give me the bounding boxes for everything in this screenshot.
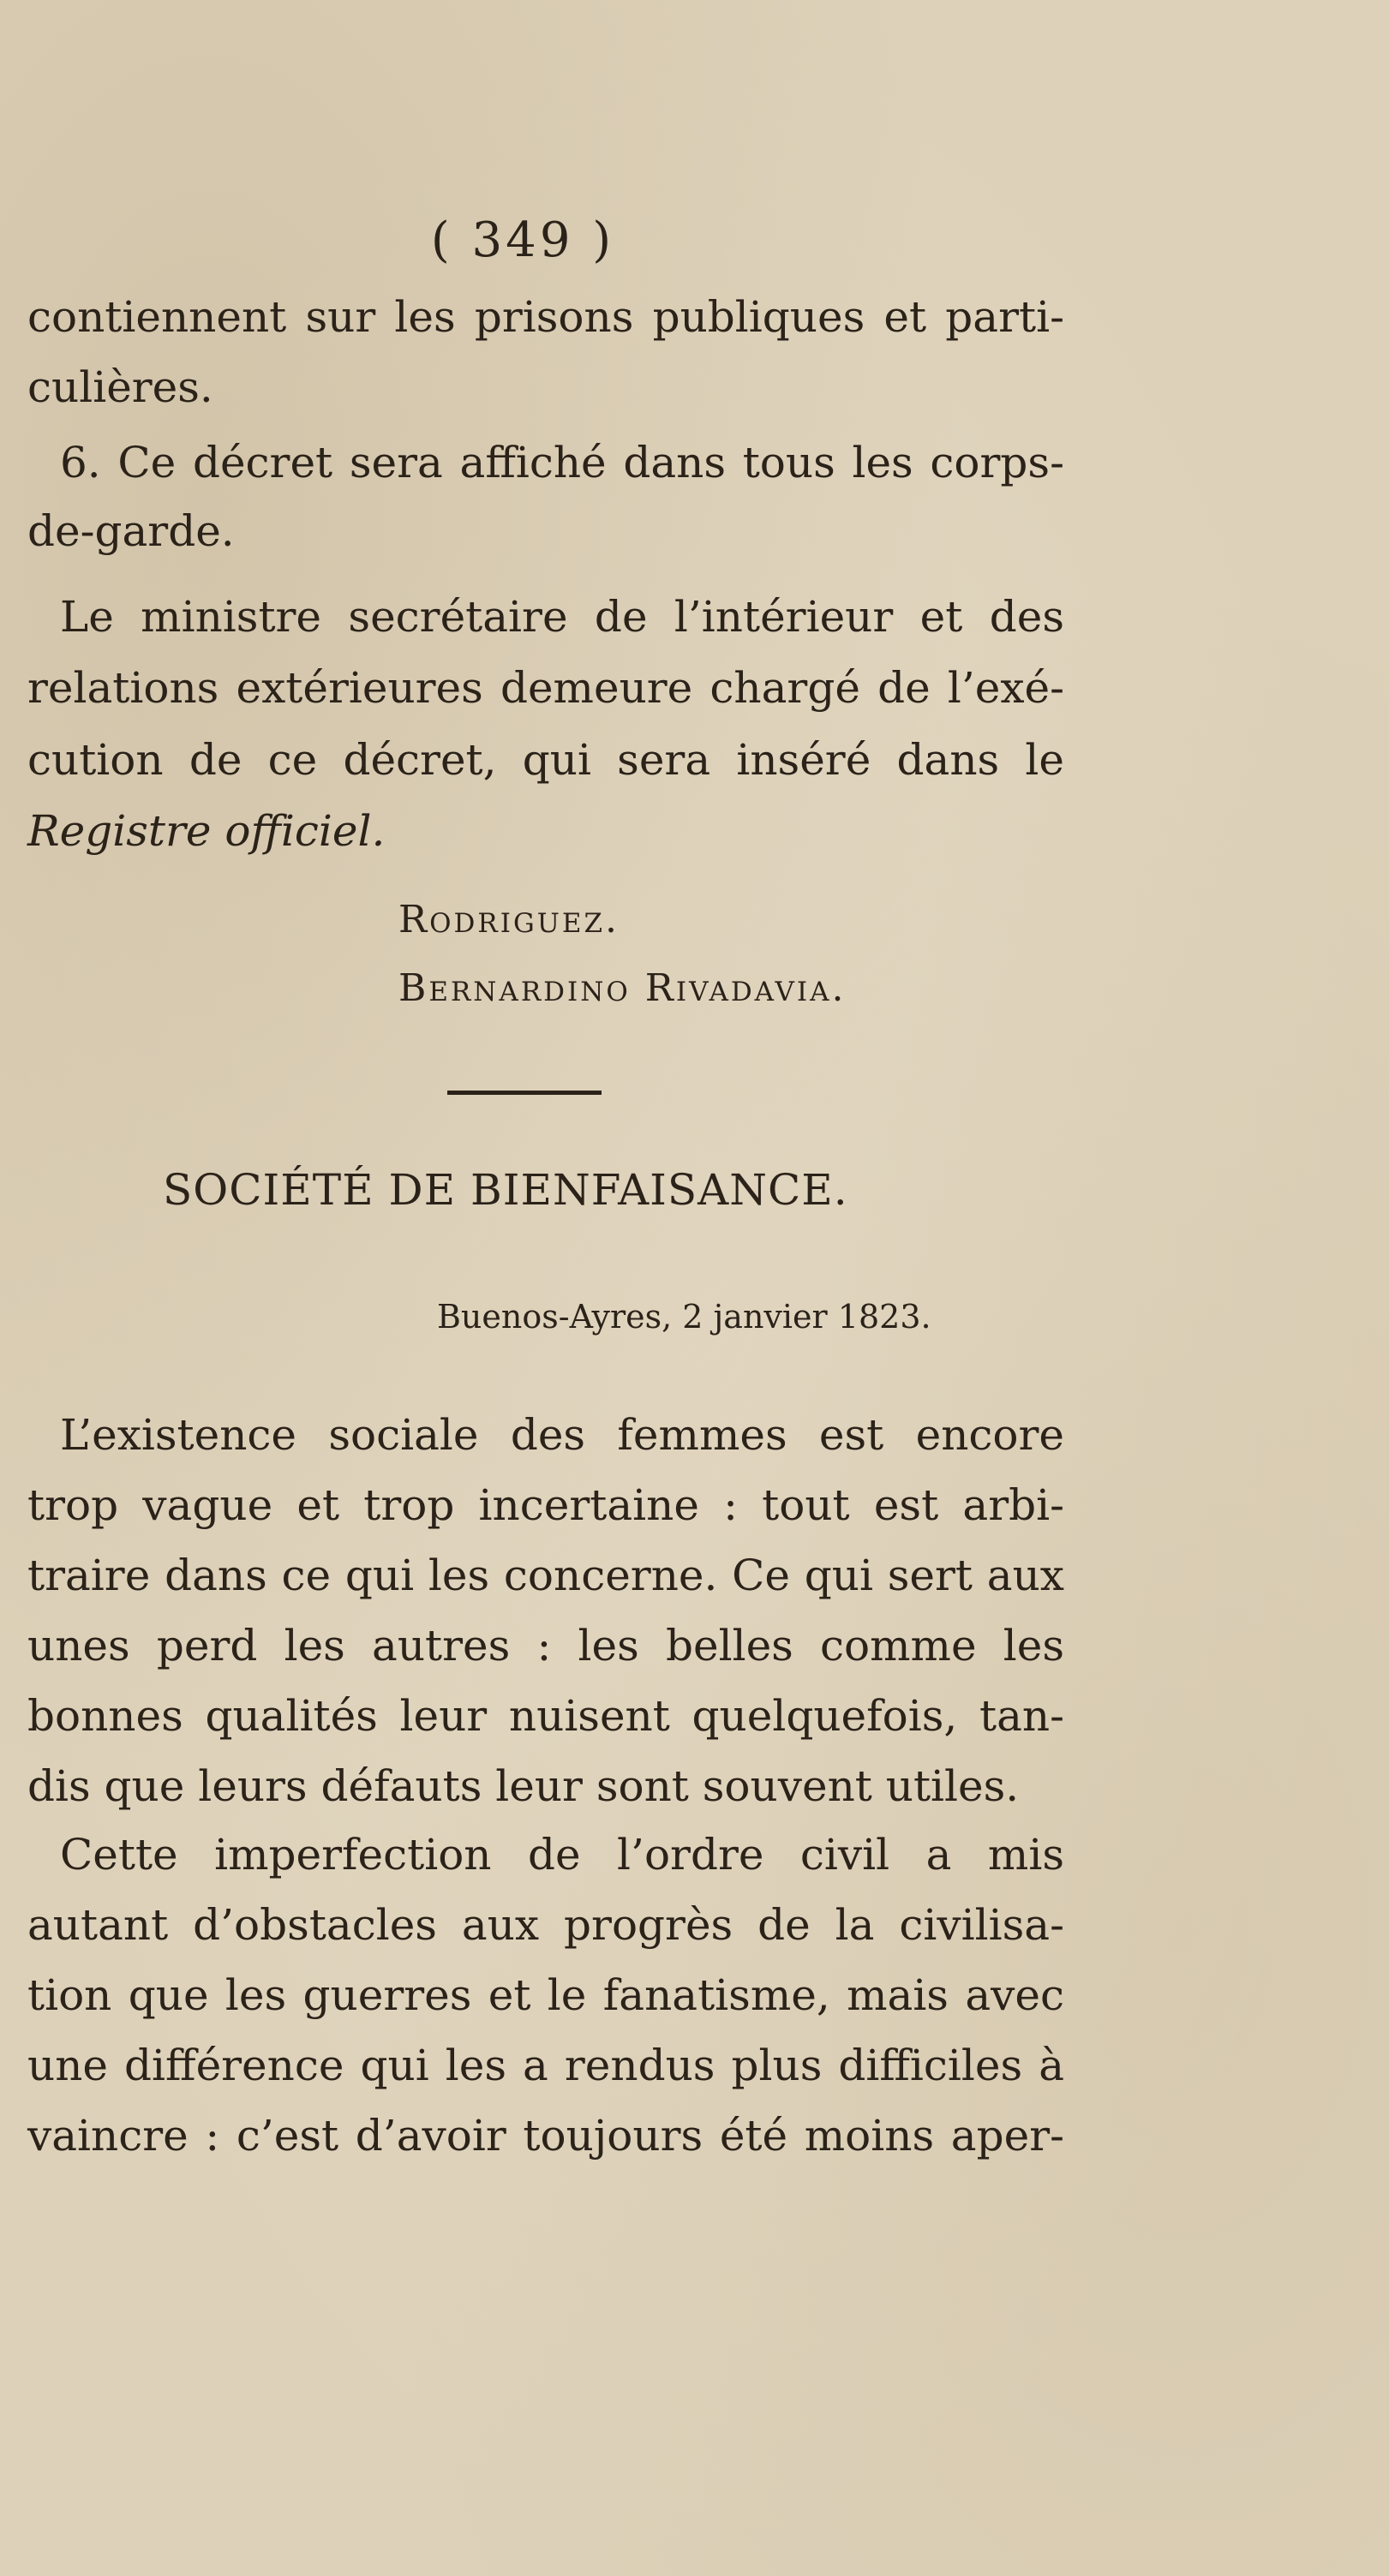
text-line: autant d’obstacles aux progrès de la civilisa-	[27, 1900, 1064, 1950]
text-line-italic: Registre officiel.	[27, 806, 386, 856]
dateline: Buenos-Ayres, 2 janvier 1823.	[437, 1298, 931, 1336]
text-line: L’existence sociale des femmes est encore	[60, 1410, 1064, 1460]
text-line: Le ministre secrétaire de l’intérieur et des	[60, 592, 1064, 642]
signature-rodriguez: Rodriguez.	[398, 898, 620, 941]
text-line: trop vague et trop incertaine : tout est arbi-	[27, 1480, 1064, 1530]
text-line: culières.	[27, 362, 213, 412]
text-line: vaincre : c’est d’avoir toujours été moins aper-	[27, 2111, 1064, 2161]
text-line: traire dans ce qui les concerne. Ce qui sert aux	[27, 1551, 1064, 1600]
text-line: dis que leurs défauts leur sont souvent utiles.	[27, 1761, 1020, 1811]
section-divider	[447, 1091, 602, 1095]
text-line: tion que les guerres et le fanatisme, mais avec	[27, 1970, 1064, 2020]
section-heading: SOCIÉTÉ DE BIENFAISANCE.	[163, 1165, 848, 1215]
text-line: bonnes qualités leur nuisent quelquefois, tan-	[27, 1691, 1064, 1741]
text-line: une différence qui les a rendus plus difficiles à	[27, 2041, 1064, 2090]
page-number: ( 349 )	[430, 212, 615, 268]
text-line: cution de ce décret, qui sera inséré dans le	[27, 735, 1064, 785]
text-line: Cette imperfection de l’ordre civil a mis	[60, 1830, 1064, 1880]
text-line: relations extérieures demeure chargé de l’exé-	[27, 663, 1064, 713]
text-line: 6. Ce décret sera affiché dans tous les corps-	[60, 438, 1064, 487]
signature-rivadavia: Bernardino Rivadavia.	[398, 966, 847, 1010]
text-line: contiennent sur les prisons publiques et parti-	[27, 292, 1064, 342]
text-line: unes perd les autres : les belles comme les	[27, 1621, 1064, 1671]
text-line: de-garde.	[27, 506, 235, 556]
